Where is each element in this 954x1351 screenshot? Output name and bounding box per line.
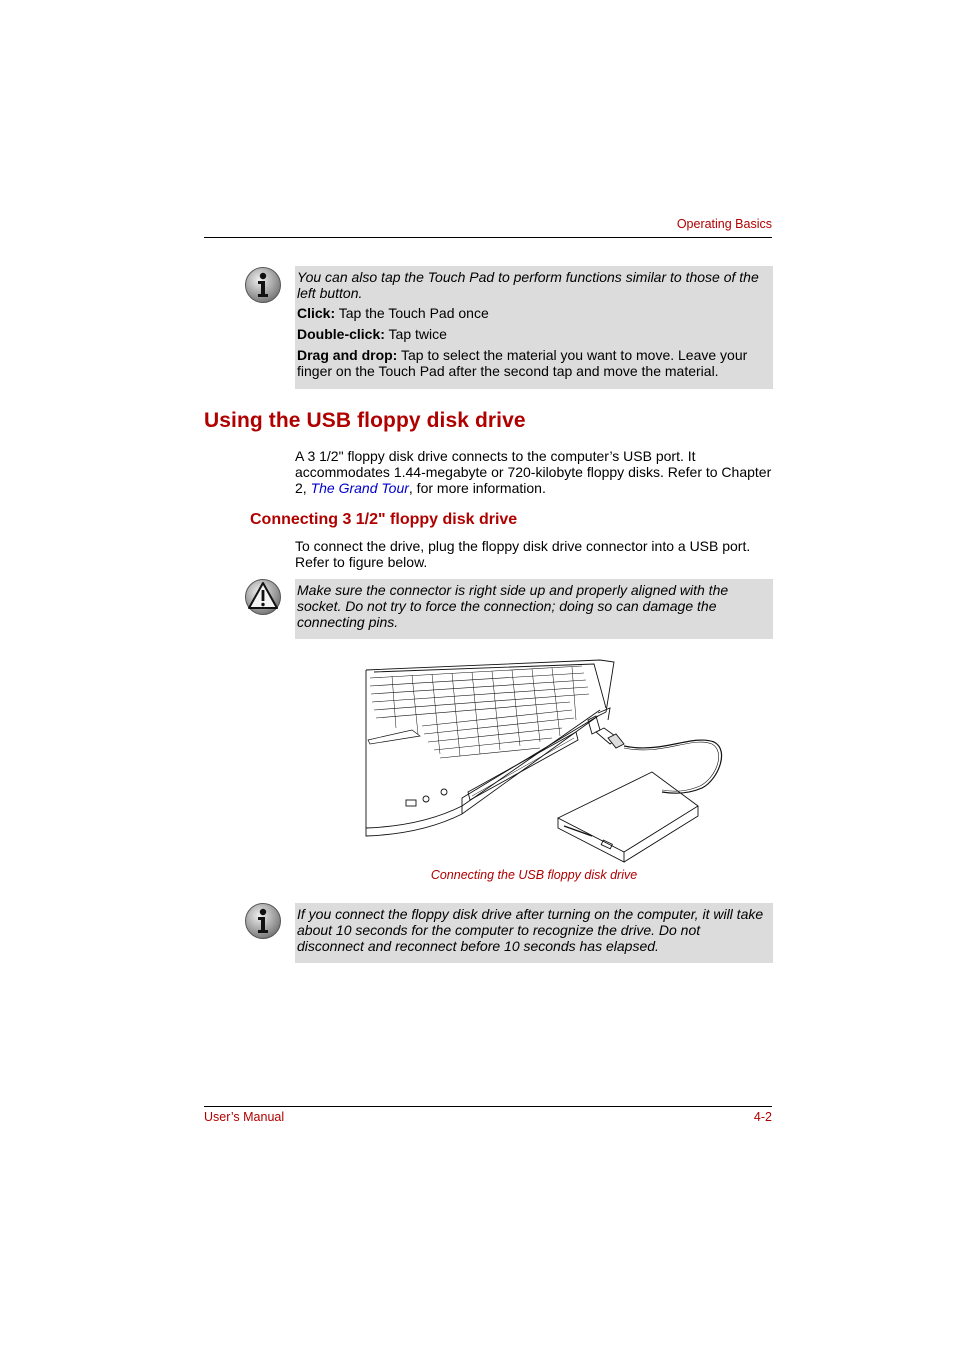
grand-tour-link[interactable]: The Grand Tour xyxy=(310,480,409,496)
header-rule xyxy=(204,237,772,238)
subsection-title: Connecting 3 1/2" floppy disk drive xyxy=(250,511,518,528)
note-recognition xyxy=(295,903,773,963)
note-item-drag-drop: Drag and drop: Tap to select the material you want to move. Leave your finger on the Touch Pad after the second tap and move the material. xyxy=(297,347,748,379)
usb-floppy-figure xyxy=(362,658,724,866)
note-recognition-text: If you connect the floppy disk drive after turning on the computer, it will take about 10 seconds for the computer to recognize the drive. Do not disconnect and reconnect before 10 seconds has elapsed. xyxy=(297,906,764,954)
page-number: 4-2 xyxy=(753,1110,772,1124)
warning-box xyxy=(295,579,773,639)
note-item-click: Click: Tap the Touch Pad once xyxy=(297,305,489,321)
footer-manual-title: User’s Manual xyxy=(204,1110,285,1124)
warning-icon xyxy=(244,578,282,616)
note-touchpad xyxy=(295,266,773,389)
info-icon xyxy=(244,902,282,940)
running-header: Operating Basics xyxy=(676,217,772,231)
note-intro: You can also tap the Touch Pad to perform functions similar to those of the left button. xyxy=(297,269,759,301)
figure-caption: Connecting the USB floppy disk drive xyxy=(430,868,638,882)
info-icon xyxy=(244,266,282,304)
section-paragraph: A 3 1/2" floppy disk drive connects to the computer’s USB port. It accommodates 1.44-megabyte or 720-kilobyte floppy disks. Refer to Chapter 2, The Grand Tour, for more information. xyxy=(295,448,772,496)
footer-rule xyxy=(204,1106,772,1107)
warning-text: Make sure the connector is right side up and properly aligned with the socket. Do not try to force the connection; doing so can damage the connecting pins. xyxy=(297,582,729,630)
note-item-double-click: Double-click: Tap twice xyxy=(297,326,447,342)
subsection-paragraph: To connect the drive, plug the floppy disk drive connector into a USB port. Refer to figure below. xyxy=(295,538,751,570)
section-title: Using the USB floppy disk drive xyxy=(204,409,526,432)
